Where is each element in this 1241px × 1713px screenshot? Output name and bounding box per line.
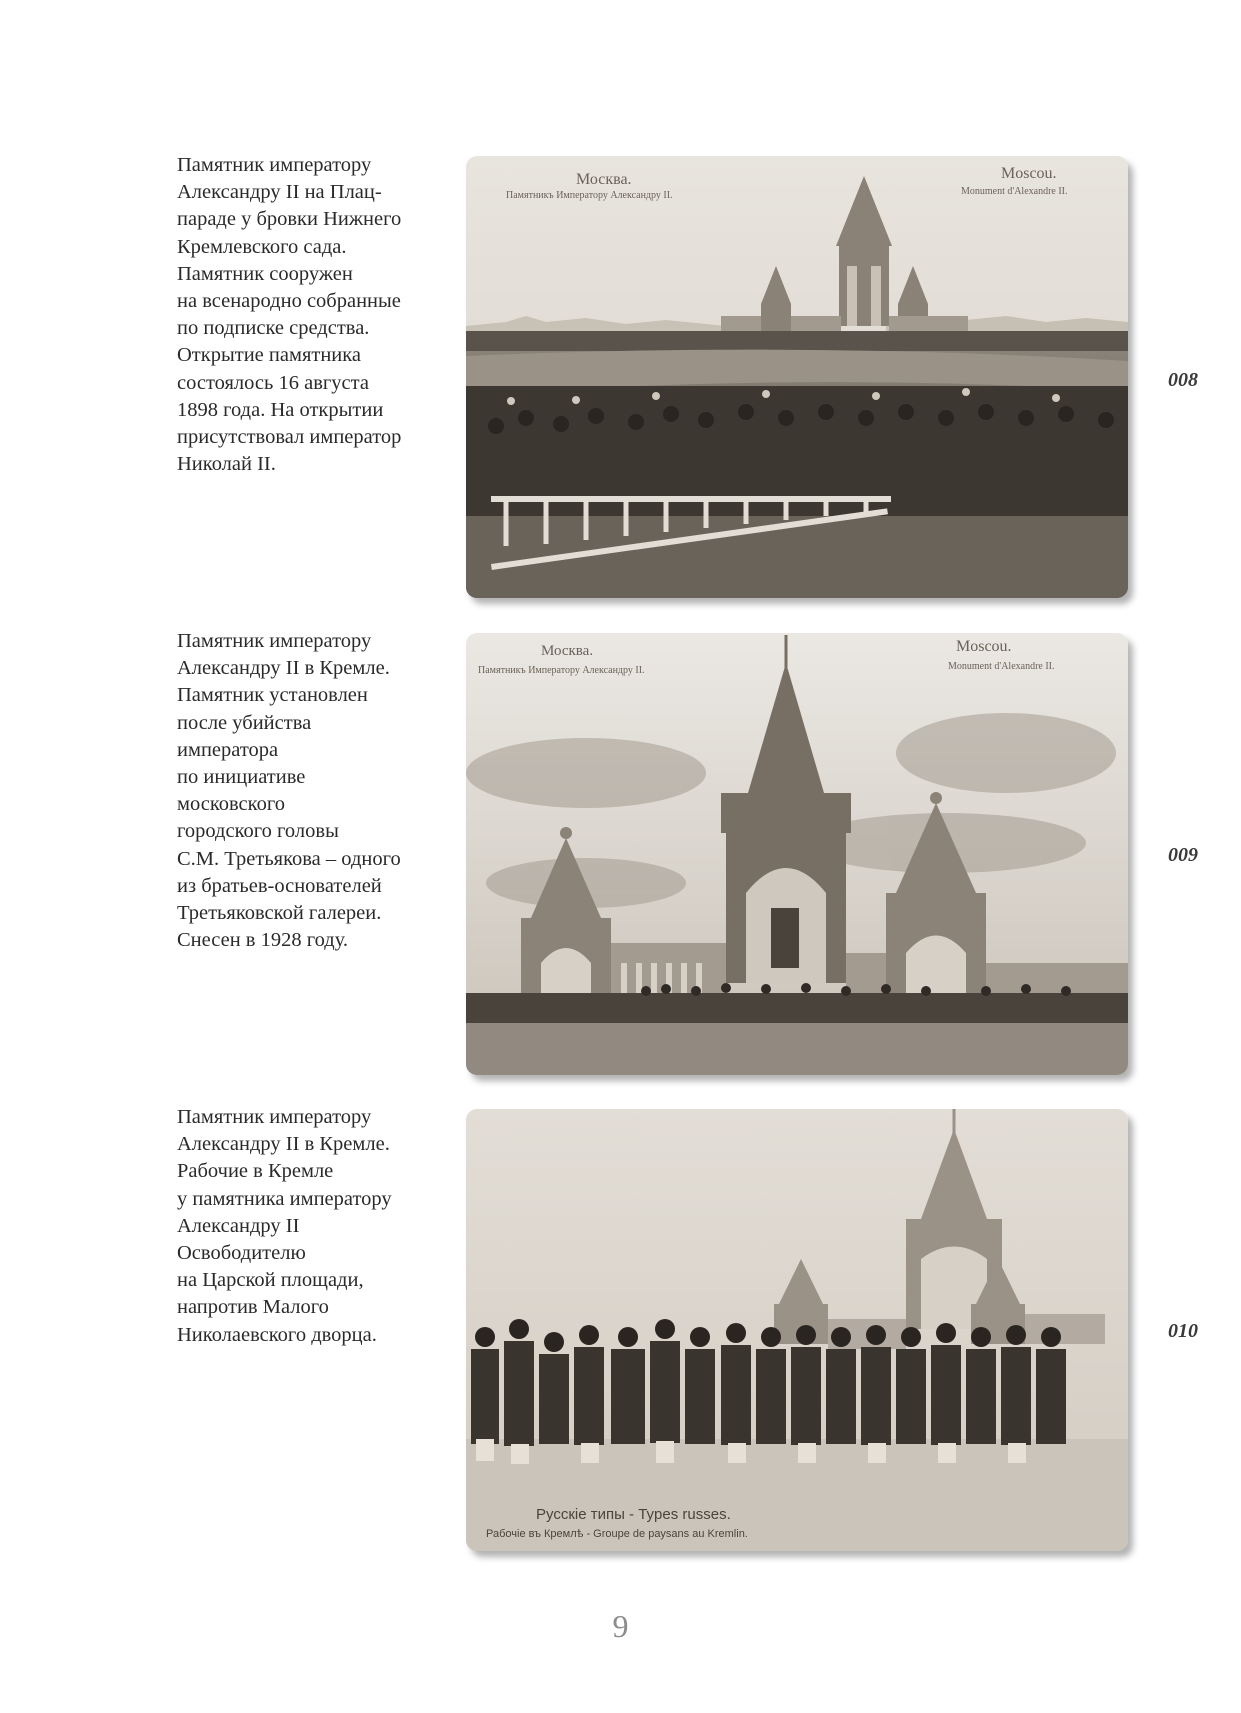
postcard-left-title: Москва. bbox=[576, 171, 632, 188]
photo-number-008: 008 bbox=[1168, 369, 1198, 391]
postcard-right-subtitle: Monument d'Alexandre II. bbox=[961, 186, 1068, 197]
caption-line: московского bbox=[177, 793, 285, 816]
caption-line: на Царской площади, bbox=[177, 1269, 364, 1292]
caption-line: Памятник императору bbox=[177, 630, 372, 652]
postcard-bottom-title: Русскiе типы - Types russes. bbox=[536, 1506, 731, 1523]
postcard-image-monument bbox=[466, 633, 1128, 1075]
caption-line: Снесен в 1928 году. bbox=[177, 929, 349, 952]
caption-line: Николай II. bbox=[177, 453, 276, 476]
photo-number-009: 009 bbox=[1168, 844, 1198, 866]
photo-number-010: 010 bbox=[1168, 1320, 1198, 1342]
caption-line: у памятника императору bbox=[177, 1187, 392, 1210]
caption-line: Памятник сооружен bbox=[177, 262, 353, 285]
caption-line: из братьев-основателей bbox=[177, 874, 382, 897]
caption-008 bbox=[177, 152, 447, 478]
caption-line: состоялось 16 августа bbox=[177, 371, 369, 394]
caption-line: на всенародно собранные bbox=[177, 290, 401, 313]
caption-line: Александру II в Кремле. bbox=[177, 657, 390, 680]
caption-line: параде у бровки Нижнего bbox=[177, 208, 402, 231]
postcard-left-subtitle: Памятникъ Императору Александру II. bbox=[506, 190, 673, 201]
caption-line: С.М. Третьякова – одного bbox=[177, 847, 401, 870]
postcard-right-title: Moscou. bbox=[1001, 165, 1057, 182]
caption-line: Александру II в Кремле. bbox=[177, 1133, 390, 1156]
caption-line: Памятник императору bbox=[177, 154, 372, 176]
caption-line: Кремлевского сада. bbox=[177, 235, 347, 258]
caption-010 bbox=[177, 1104, 447, 1349]
caption-line: Рабочие в Кремле bbox=[177, 1160, 334, 1183]
postcard-right-subtitle: Monument d'Alexandre II. bbox=[948, 661, 1055, 672]
postcard-bottom-subtitle: Рабочiе въ Кремлѣ - Groupe de paysans au Kremlin. bbox=[486, 1528, 748, 1540]
caption-009 bbox=[177, 628, 447, 954]
caption-line: императора bbox=[177, 738, 279, 761]
postcard-photo-008 bbox=[466, 156, 1128, 598]
caption-line: 1898 года. На открытии bbox=[177, 398, 384, 421]
caption-line: Памятник императору bbox=[177, 1106, 372, 1128]
postcard-right-title: Moscou. bbox=[956, 638, 1012, 655]
postcard-photo-010 bbox=[466, 1109, 1128, 1551]
postcard-image-workers-group bbox=[466, 1109, 1128, 1551]
caption-line: Открытие памятника bbox=[177, 344, 362, 367]
caption-line: Памятник установлен bbox=[177, 684, 368, 707]
caption-line: после убийства bbox=[177, 711, 312, 734]
caption-line: Николаевского дворца. bbox=[177, 1323, 377, 1346]
caption-line: Александру II bbox=[177, 1214, 300, 1237]
caption-line: Александру II на Плац- bbox=[177, 181, 382, 204]
caption-line: Третьяковской галереи. bbox=[177, 902, 382, 925]
postcard-left-title: Москва. bbox=[541, 643, 594, 659]
caption-line: городского головы bbox=[177, 820, 339, 843]
postcard-image-monument-crowd bbox=[466, 156, 1128, 598]
page-number: 9 bbox=[612, 1608, 629, 1644]
caption-line: по подписке средства. bbox=[177, 317, 370, 340]
postcard-left-subtitle: Памятникъ Императору Александру II. bbox=[478, 665, 645, 676]
caption-line: по инициативе bbox=[177, 766, 306, 789]
postcard-photo-009 bbox=[466, 633, 1128, 1075]
caption-line: Освободителю bbox=[177, 1242, 306, 1265]
caption-line: присутствовал император bbox=[177, 426, 402, 449]
caption-line: напротив Малого bbox=[177, 1296, 329, 1319]
